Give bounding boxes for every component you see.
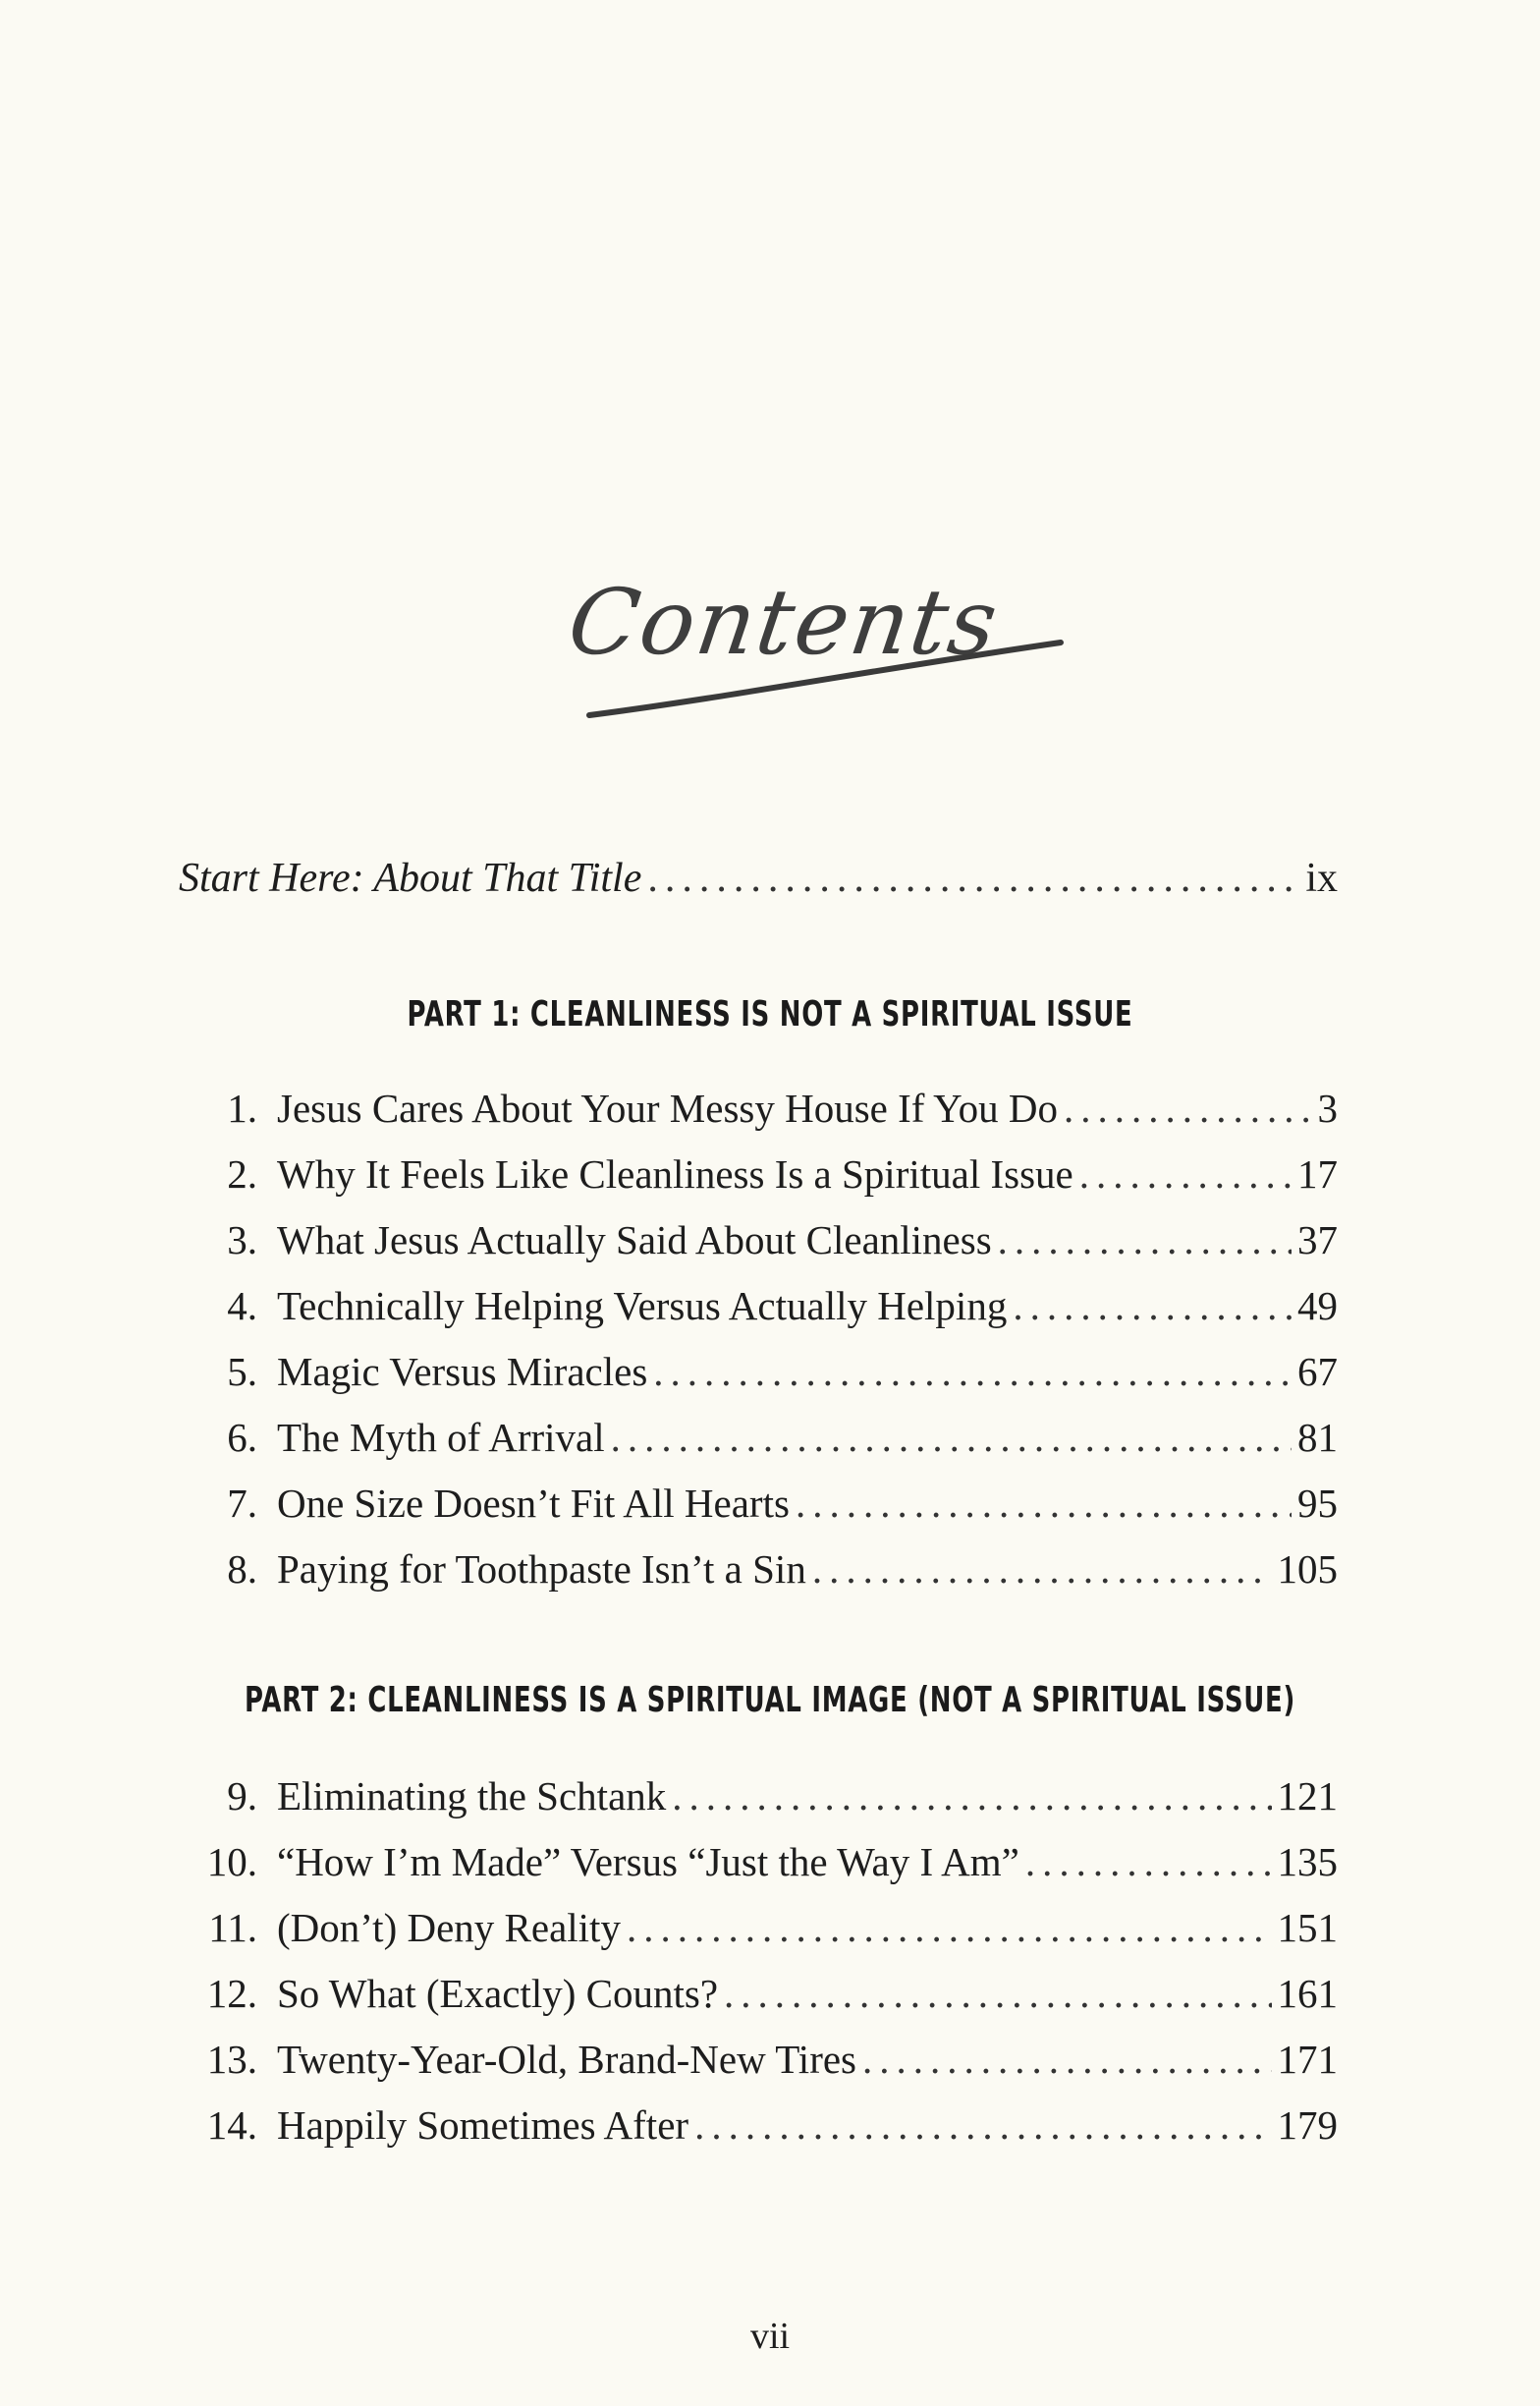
chapter-number: 12. [206,1971,257,2016]
toc-chapter-row[interactable] [179,1150,1338,1216]
part-2-heading: PART 2: CLEANLINESS IS A SPIRITUAL IMAGE (NOT A SPIRITUAL ISSUE) [244,1680,1296,1720]
chapter-number: 7. [227,1481,257,1526]
chapter-title: Happily Sometimes After [277,2102,689,2148]
chapter-number: 5. [227,1349,257,1394]
chapter-page: 171 [1277,2037,1338,2082]
chapter-number: 1. [227,1086,257,1131]
dot-leader [653,1348,1292,1395]
chapter-page: 135 [1277,1839,1338,1884]
chapter-page: 161 [1277,1971,1338,2016]
toc-chapter-row[interactable] [179,1282,1338,1348]
dot-leader [1013,1282,1292,1329]
chapter-title: Technically Helping Versus Actually Helping [277,1283,1008,1328]
chapter-page: 17 [1297,1151,1338,1197]
toc-intro-page: ix [1305,856,1338,901]
part-1-chapter-list [179,1085,1338,1611]
chapter-title: Eliminating the Schtank [277,1773,667,1818]
toc-chapter-row[interactable] [179,1216,1338,1282]
toc-chapter-row[interactable] [179,2101,1338,2167]
chapter-title: So What (Exactly) Counts? [277,1971,719,2016]
contents-heading [550,550,1080,727]
chapter-title: One Size Doesn’t Fit All Hearts [277,1481,790,1526]
chapter-number: 14. [206,2102,257,2148]
chapter-title: Why It Feels Like Cleanliness Is a Spiritual Issue [277,1151,1073,1197]
dot-leader [724,1970,1271,2017]
toc-chapter-row[interactable] [179,1904,1338,1970]
chapter-page: 121 [1277,1773,1338,1818]
dot-leader [796,1480,1292,1527]
dot-leader [694,2101,1271,2149]
chapter-page: 49 [1297,1283,1338,1328]
toc-intro-entry[interactable] [179,855,1338,918]
toc-chapter-row[interactable] [179,1085,1338,1150]
dot-leader [1064,1085,1311,1132]
toc-chapter-row[interactable] [179,1838,1338,1904]
toc-chapter-row[interactable] [179,1480,1338,1545]
chapter-page: 37 [1297,1217,1338,1262]
chapter-page: 3 [1317,1086,1338,1131]
chapter-title: “How I’m Made” Versus “Just the Way I Am” [277,1839,1019,1884]
chapter-page: 95 [1297,1481,1338,1526]
chapter-number: 8. [227,1546,257,1592]
toc-intro-title: Start Here: About That Title [179,856,642,901]
chapter-page: 179 [1277,2102,1338,2148]
toc-chapter-row[interactable] [179,1545,1338,1611]
dot-leader [611,1414,1292,1461]
page-folio: vii [749,2316,791,2357]
toc-chapter-row[interactable] [179,2036,1338,2101]
part-1-heading: PART 1: CLEANLINESS IS NOT A SPIRITUAL ISSUE [407,994,1133,1035]
chapter-title: (Don’t) Deny Reality [277,1905,621,1950]
chapter-title: Magic Versus Miracles [277,1349,648,1394]
dot-leader [998,1216,1292,1263]
toc-chapter-row[interactable] [179,1414,1338,1480]
dot-leader [1025,1838,1272,1885]
chapter-number: 6. [227,1415,257,1460]
chapter-page: 105 [1277,1546,1338,1592]
dot-leader [812,1545,1272,1593]
chapter-number: 3. [227,1217,257,1262]
chapter-title: What Jesus Actually Said About Cleanliness [277,1217,992,1262]
chapter-title: Paying for Toothpaste Isn’t a Sin [277,1546,806,1592]
dot-leader [627,1904,1272,1951]
dot-leader [862,2036,1272,2083]
chapter-page: 67 [1297,1349,1338,1394]
toc-chapter-row[interactable] [179,1772,1338,1838]
chapter-number: 2. [227,1151,257,1197]
chapter-title: Jesus Cares About Your Messy House If You Do [277,1086,1059,1131]
toc-chapter-row[interactable] [179,1970,1338,2036]
chapter-page: 151 [1277,1905,1338,1950]
chapter-number: 10. [206,1839,257,1884]
chapter-title: The Myth of Arrival [277,1415,605,1460]
chapter-number: 11. [208,1905,257,1950]
chapter-title: Twenty-Year-Old, Brand-New Tires [277,2037,856,2082]
contents-heading-text: Contents [562,570,1006,675]
chapter-number: 4. [227,1283,257,1328]
chapter-page: 81 [1297,1415,1338,1460]
chapter-number: 13. [206,2037,257,2082]
toc-chapter-row[interactable] [179,1348,1338,1414]
dot-leader [1079,1150,1292,1198]
part-2-chapter-list [179,1772,1338,2167]
dot-leader [672,1772,1271,1819]
chapter-number: 9. [227,1773,257,1818]
dot-leader [647,855,1299,902]
